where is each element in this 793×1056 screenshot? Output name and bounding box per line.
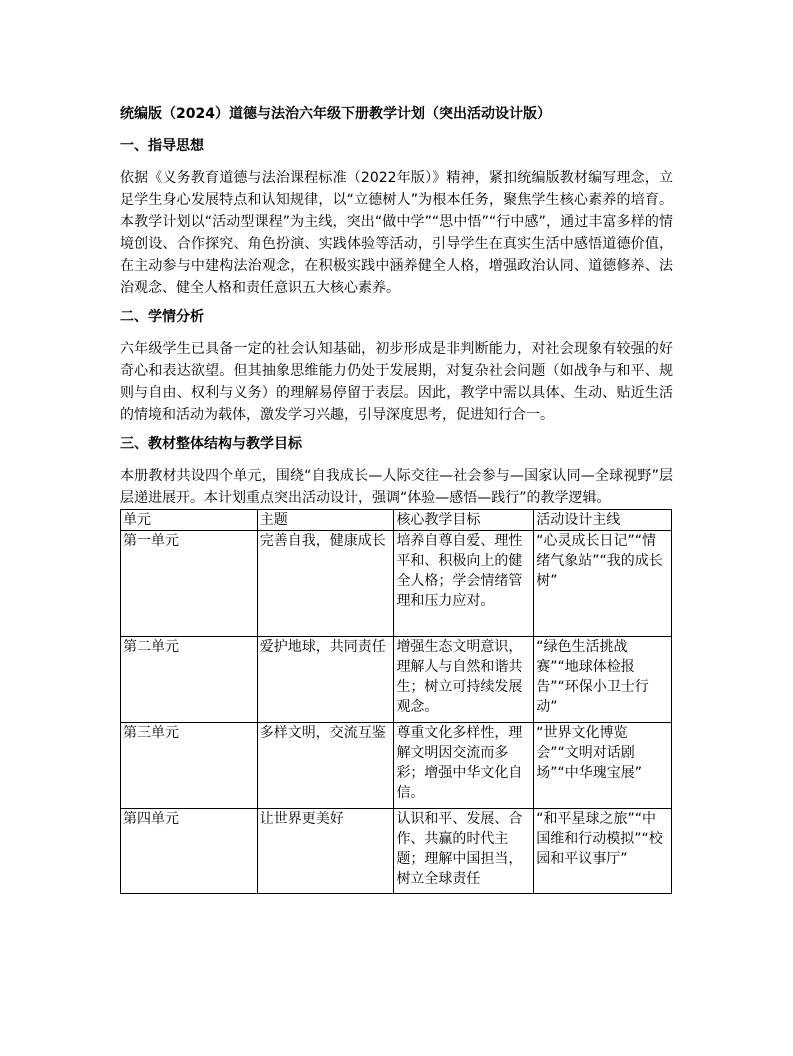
section-heading-student-analysis: 二、学情分析 (120, 309, 204, 325)
table-cell: “绿色生活挑战赛”“地球体检报告”“环保小卫士行动” (534, 637, 672, 723)
header-theme: 主题 (257, 510, 394, 531)
table-cell: 第二单元 (121, 637, 258, 723)
table-header-row (121, 510, 672, 531)
document-title: 统编版（2024）道德与法治六年级下册教学计划（突出活动设计版） (120, 106, 551, 122)
document-page (120, 104, 673, 894)
table-cell: 认识和平、发展、合作、共赢的时代主题；理解中国担当，树立全球责任 (394, 809, 534, 894)
table-cell: 多样文明，交流互鉴 (257, 723, 394, 809)
table-cell: “心灵成长日记”“情绪气象站”“我的成长树” (534, 531, 672, 637)
table-cell: 第一单元 (121, 531, 258, 637)
table-row (121, 723, 672, 809)
header-activity-line: 活动设计主线 (534, 510, 672, 531)
table-row (121, 637, 672, 723)
section-body-textbook-structure: 本册教材共设四个单元，围绕“自我成长—人际交往—社会参与—国家认同—全球视野”层层递进展开。本计划重点突出活动设计，强调“体验—感悟—践行”的教学逻辑。 (120, 468, 673, 506)
table-cell: 增强生态文明意识，理解人与自然和谐共生；树立可持续发展观念。 (394, 637, 534, 723)
section-body-student-analysis: 六年级学生已具备一定的社会认知基础，初步形成是非判断能力，对社会现象有较强的好奇心和表达欲望。但其抽象思维能力仍处于发展期，对复杂社会问题（如战争与和平、规则与自由、权利与义务）的理解易停留于表层。因此，教学中需以具体、生动、贴近生活的情境和活动为载体，激发学习兴趣，引导深度思考，促进知行合一。 (120, 341, 673, 423)
table-cell: “和平星球之旅”“中国维和行动模拟”“校园和平议事厅” (534, 809, 672, 894)
header-unit: 单元 (121, 510, 258, 531)
table-cell: 第四单元 (121, 809, 258, 894)
unit-table (120, 509, 672, 894)
section-heading-textbook-structure: 三、教材整体结构与教学目标 (120, 436, 302, 452)
table-cell: 让世界更美好 (257, 809, 394, 894)
table-cell: 尊重文化多样性，理解文明因交流而多彩；增强中华文化自信。 (394, 723, 534, 809)
table-row (121, 809, 672, 894)
header-core-goal: 核心教学目标 (394, 510, 534, 531)
table-row (121, 531, 672, 637)
table-cell: 爱护地球，共同责任 (257, 637, 394, 723)
section-heading-guiding-thought: 一、指导思想 (120, 138, 204, 154)
section-body-guiding-thought: 依据《义务教育道德与法治课程标准（2022年版）》精神，紧扣统编版教材编写理念，立足学生身心发展特点和认知规律，以“立德树人”为根本任务，聚焦学生核心素养的培育。本教学计划以“活动型课程”为主线，突出“做中学”“思中悟”“行中感”，通过丰富多样的情境创设、合作探究、角色扮演、实践体验等活动，引导学生在真实生活中感悟道德价值，在主动参与中建构法治观念，在积极实践中涵养健全人格，增强政治认同、道德修养、法治观念、健全人格和责任意识五大核心素养。 (120, 170, 673, 296)
table-cell: 完善自我，健康成长 (257, 531, 394, 637)
table-cell: “世界文化博览会”“文明对话剧场”“中华瑰宝展” (534, 723, 672, 809)
table-cell: 培养自尊自爱、理性平和、积极向上的健全人格；学会情绪管理和压力应对。 (394, 531, 534, 637)
table-cell: 第三单元 (121, 723, 258, 809)
